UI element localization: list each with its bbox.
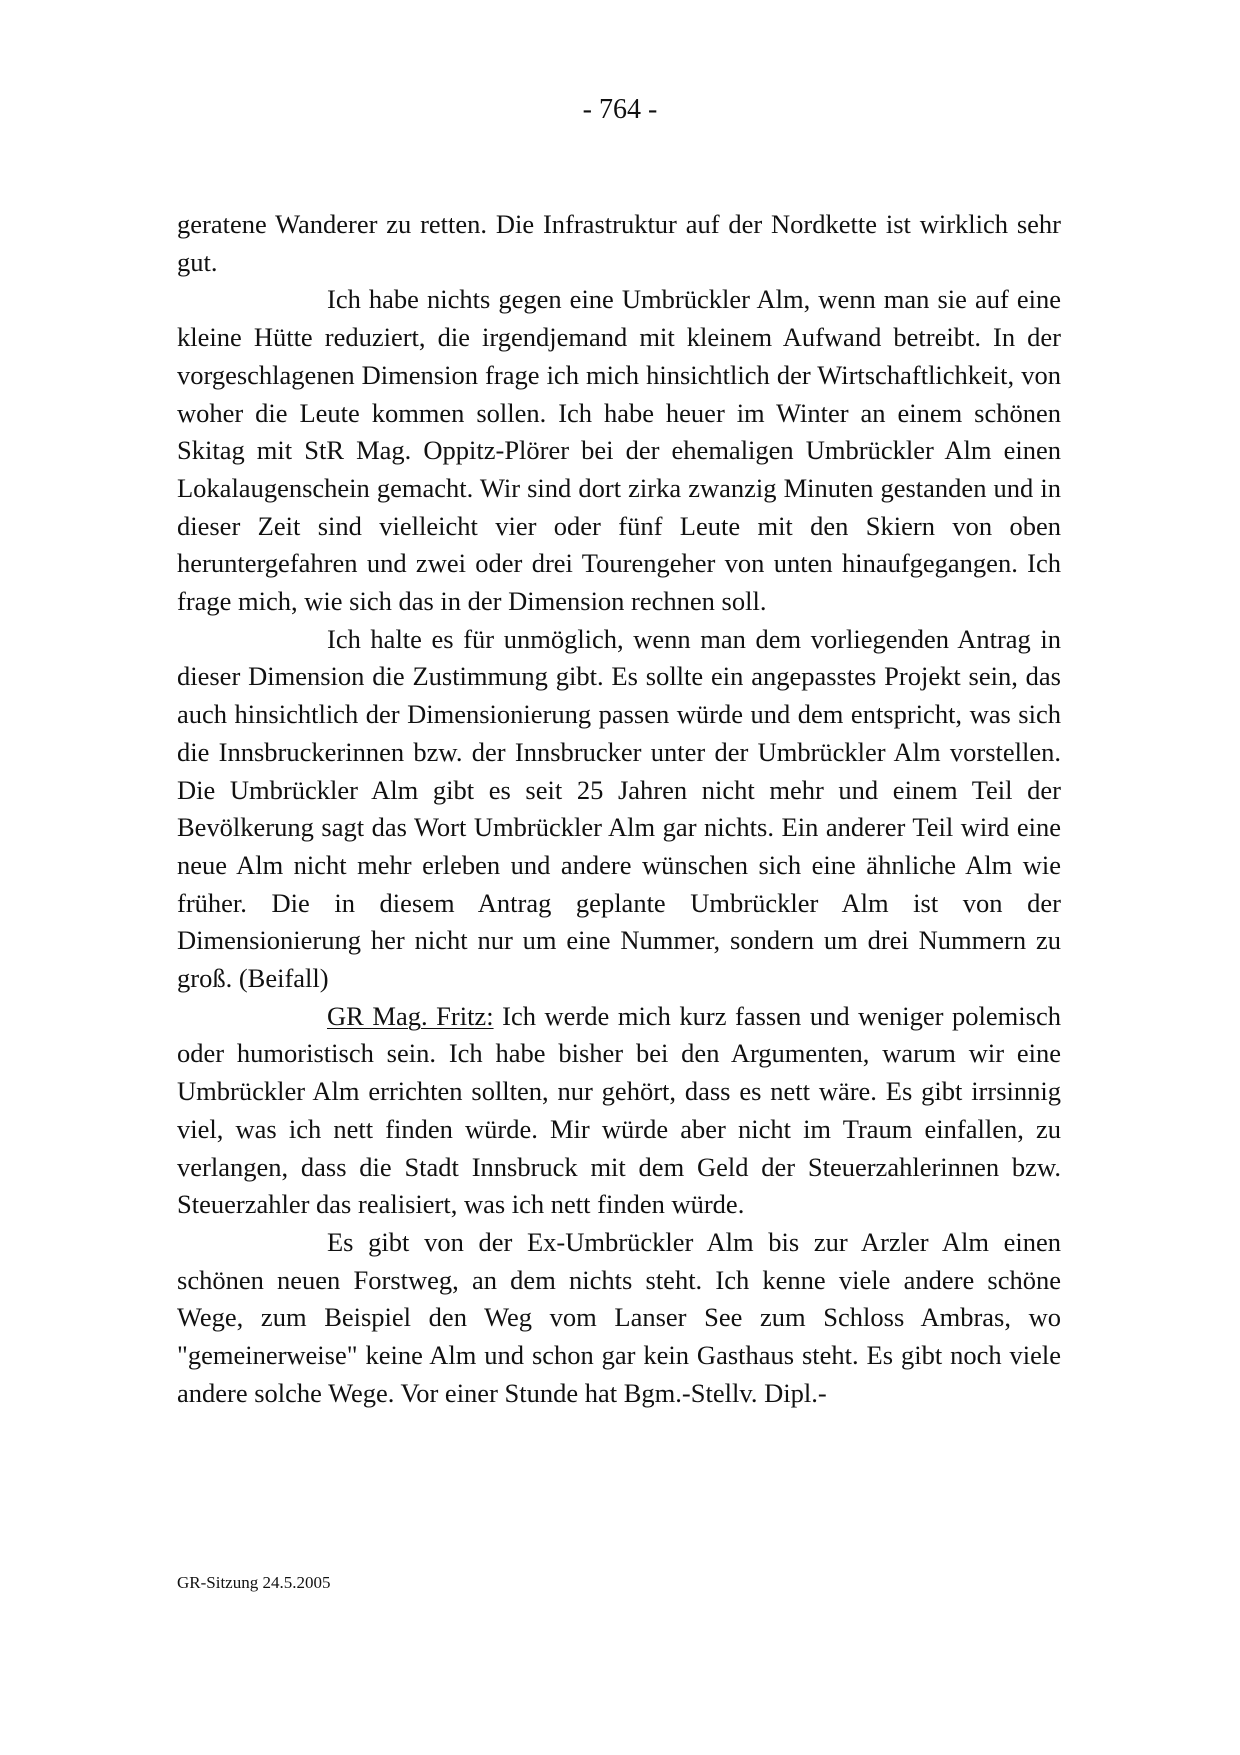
paragraph: Ich habe nichts gegen eine Umbrückler Alm, wenn man sie auf eine kleine Hütte reduziert, die irgendjemand mit kleinem Aufwand betreibt. In der vorgeschlagenen Dimension frage ich mich hinsichtlich der Wirtschaftlichkeit, von woher die Leute kommen sollen. Ich habe heuer im Winter an einem schönen Skitag mit StR Mag. Oppitz-Plörer bei der ehemaligen Umbrückler Alm einen Lokalaugenschein gemacht. Wir sind dort zirka zwanzig Minuten gestanden und in dieser Zeit sind vielleicht vier oder fünf Leute mit den Skiern von oben heruntergefahren und zwei oder drei Tourengeher von unten hinaufgegangen. Ich frage mich, wie sich das in der Dimension rechnen soll. [177, 284, 1061, 617]
speaker-name: GR Mag. Fritz: [327, 1000, 494, 1031]
paragraph: Es gibt von der Ex-Umbrückler Alm bis zur Arzler Alm einen schönen neuen Forstweg, an dem nichts steht. Ich kenne viele andere schöne Wege, zum Beispiel den Weg vom Lanser See zum Schloss Ambras, wo "gemeinerweise" keine Alm und schon gar kein Gasthaus steht. Es gibt noch viele andere solche Wege. Vor einer Stunde hat Bgm.-Stellv. Dipl.- [177, 1226, 1061, 1408]
paragraph: Ich halte es für unmöglich, wenn man dem vorliegenden Antrag in dieser Dimension die Zustimmung gibt. Es sollte ein angepasstes Projekt sein, das auch hinsichtlich der Dimensionierung passen würde und dem entspricht, was sich die Innsbruckerinnen bzw. der Innsbrucker unter der Umbrückler Alm vorstellen. Die Umbrückler Alm gibt es seit 25 Jahren nicht mehr und einem Teil der Bevölkerung sagt das Wort Umbrückler Alm gar nichts. Ein anderer Teil wird eine neue Alm nicht mehr erleben und andere wünschen sich eine ähnliche Alm wie früher. Die in diesem Antrag geplante Umbrückler Alm ist von der Dimensionierung her nicht nur um eine Nummer, sondern um drei Nummern zu groß. (Beifall) [177, 623, 1061, 994]
paragraph-continuation: geratene Wanderer zu retten. Die Infrastruktur auf der Nordkette ist wirklich sehr gut. [177, 209, 1061, 277]
document-body [177, 206, 1061, 1413]
page-number: - 764 - [582, 94, 658, 125]
speaker-paragraph [177, 998, 1061, 1224]
speaker-statement: Ich werde mich kurz fassen und weniger polemisch oder humoristisch sein. Ich habe bisher bei den Argumenten, warum wir eine Umbrückler Alm errichten sollten, nur gehört, dass es nett wäre. Es gibt irrsinnig viel, was ich nett finden würde. Mir würde aber nicht im Traum einfallen, zu verlangen, dass die Stadt Innsbruck mit dem Geld der Steuerzahlerinnen bzw. Steuerzahler das realisiert, was ich nett finden würde. [177, 1000, 1061, 1220]
footer-session-date: GR-Sitzung 24.5.2005 [177, 1573, 331, 1592]
